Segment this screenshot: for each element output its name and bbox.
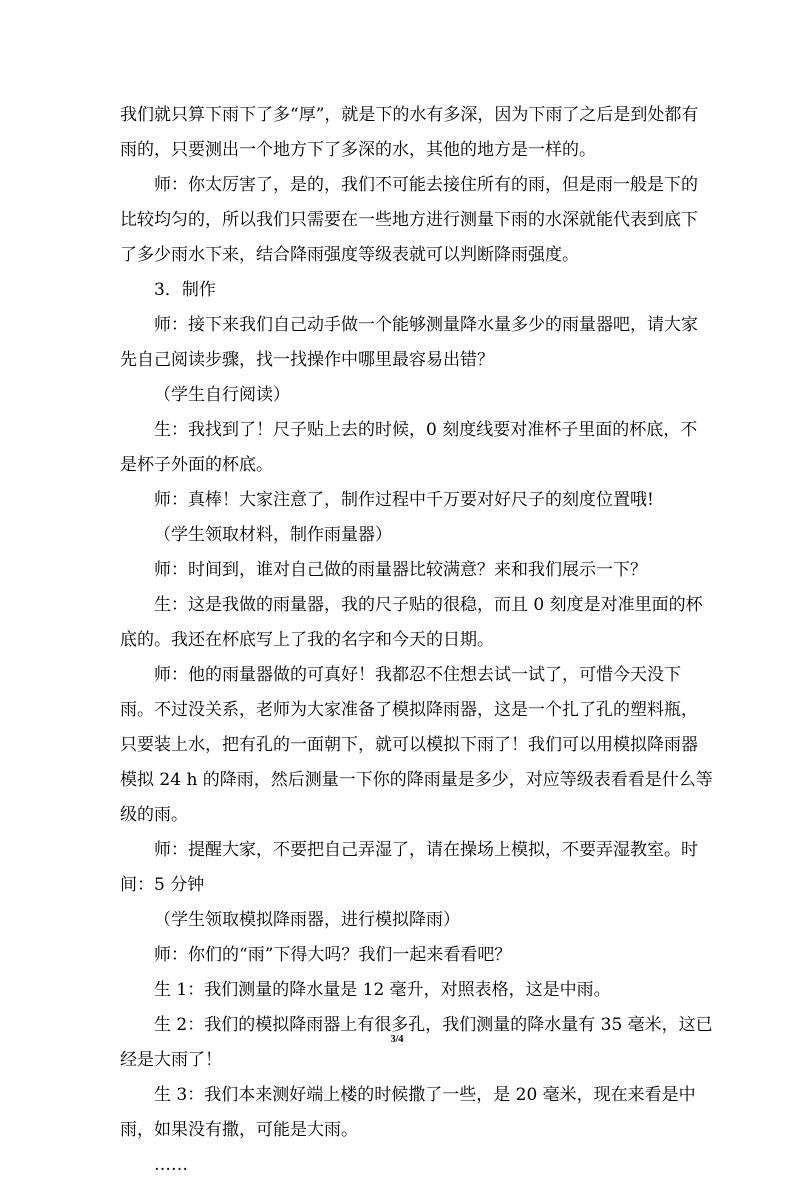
paragraph-line: 师：接下来我们自己动手做一个能够测量降水量多少的雨量器吧，请大家: [154, 315, 698, 335]
paragraph-line: 经是大雨了！: [120, 1050, 222, 1070]
stage-direction: （学生自行阅读）: [154, 385, 290, 405]
paragraph-line: 生：我找到了！尺子贴上去的时候，0 刻度线要对准杯子里面的杯底，不: [154, 420, 698, 440]
paragraph-line: 雨，如果没有撒，可能是大雨。: [120, 1120, 358, 1140]
paragraph-line: 生：这是我做的雨量器，我的尺子贴的很稳，而且 0 刻度是对准里面的杯: [154, 595, 703, 615]
paragraph-line: 师：时间到，谁对自己做的雨量器比较满意？来和我们展示一下？: [154, 560, 647, 580]
paragraph-line: 只要装上水，把有孔的一面朝下，就可以模拟下雨了！我们可以用模拟降雨器: [120, 735, 698, 755]
paragraph-line: 比较均匀的，所以我们只需要在一些地方进行测量下雨的水深就能代表到底下: [120, 210, 698, 230]
paragraph-line: 间：5 分钟: [120, 875, 205, 895]
paragraph-line: 师：提醒大家，不要把自己弄湿了，请在操场上模拟，不要弄湿教室。时: [154, 840, 698, 860]
ellipsis: ……: [154, 1155, 188, 1175]
paragraph-line: 雨的，只要测出一个地方下了多深的水，其他的地方是一样的。: [120, 140, 596, 160]
paragraph-line: 模拟 24 h 的降雨，然后测量一下你的降雨量是多少，对应等级表看看是什么等: [120, 770, 713, 790]
stage-direction: （学生领取模拟降雨器，进行模拟降雨）: [154, 910, 460, 930]
paragraph-line: 师：你们的“雨”下得大吗？我们一起来看看吧？: [154, 945, 512, 965]
paragraph-line: 生 3：我们本来测好端上楼的时候撒了一些，是 20 毫米，现在来看是中: [154, 1085, 696, 1105]
paragraph-line: 我们就只算下雨下了多“厚”，就是下的水有多深，因为下雨了之后是到处都有: [120, 105, 699, 125]
paragraph-line: 底的。我还在杯底写上了我的名字和今天的日期。: [120, 630, 494, 650]
paragraph-line: 雨。不过没关系，老师为大家准备了模拟降雨器，这是一个扎了孔的塑料瓶，: [120, 700, 698, 720]
section-heading: 3．制作: [154, 280, 216, 300]
paragraph-line: 师：你太厉害了，是的，我们不可能去接住所有的雨，但是雨一般是下的: [154, 175, 698, 195]
paragraph-line: 了多少雨水下来，结合降雨强度等级表就可以判断降雨强度。: [120, 245, 579, 265]
paragraph-line: 级的雨。: [120, 805, 188, 825]
paragraph-line: 是杯子外面的杯底。: [120, 455, 273, 475]
paragraph-line: 生 1：我们测量的降水量是 12 毫升，对照表格，这是中雨。: [154, 980, 611, 1000]
paragraph-line: 生 2：我们的模拟降雨器上有很多孔，我们测量的降水量有 35 毫米，这已: [154, 1015, 713, 1035]
document-body: [120, 98, 713, 1183]
stage-direction: （学生领取材料，制作雨量器）: [154, 525, 392, 545]
paragraph-line: 师：他的雨量器做的可真好！我都忍不住想去试一试了，可惜今天没下: [154, 665, 681, 685]
paragraph-line: 师：真棒！大家注意了，制作过程中千万要对好尺子的刻度位置哦!: [154, 490, 654, 510]
page-number: 3/4: [390, 1034, 404, 1045]
paragraph-line: 先自己阅读步骤，找一找操作中哪里最容易出错？: [120, 350, 494, 370]
